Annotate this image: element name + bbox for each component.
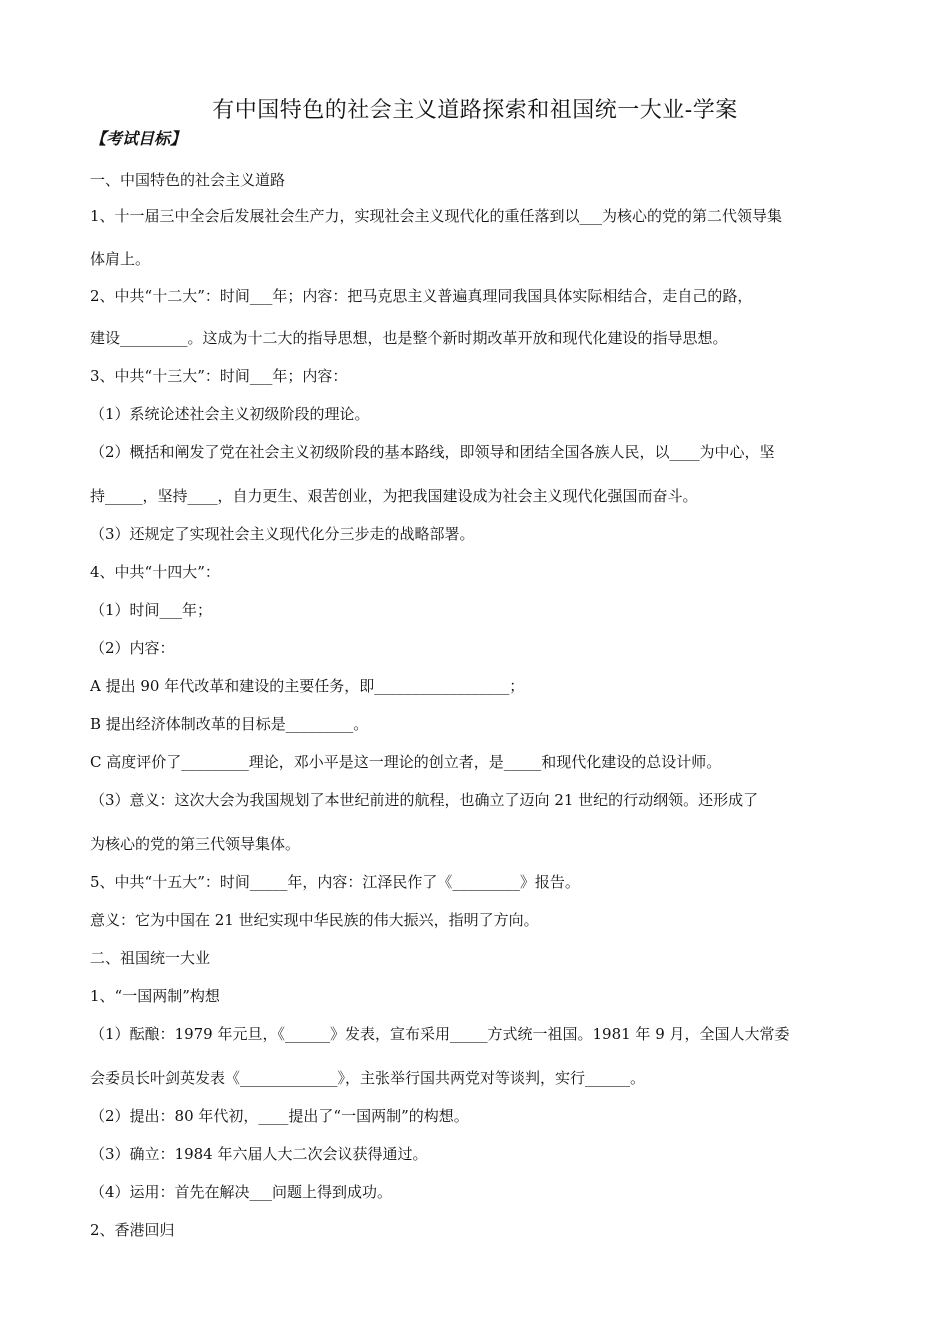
text-line: 体肩上。	[90, 250, 151, 268]
text-line: （4）运用：首先在解决___问题上得到成功。	[90, 1183, 393, 1201]
text-line: 1、“一国两制”构想	[90, 987, 220, 1005]
text-line: 2、中共“十二大”：时间___年；内容：把马克思主义普遍真理同我国具体实际相结合，走自己的路，	[90, 287, 753, 305]
text-line: （2）概括和阐发了党在社会主义初级阶段的基本路线，即领导和团结全国各族人民，以____为中心，坚	[90, 443, 775, 461]
text-line: （1）系统论述社会主义初级阶段的理论。	[90, 405, 370, 423]
text-line: 5、中共“十五大”：时间_____年，内容：江泽民作了《_________》报告。	[90, 873, 580, 891]
text-line: 建设_________。这成为十二大的指导思想，也是整个新时期改革开放和现代化建设的指导思想。	[90, 329, 728, 347]
text-line: （2）内容：	[90, 639, 175, 657]
page-title: 有中国特色的社会主义道路探索和祖国统一大业-学案	[212, 98, 738, 123]
text-line: 2、香港回归	[90, 1221, 175, 1239]
text-line: （1）酝酿：1979 年元旦，《______》发表，宣布采用_____方式统一祖国。1981 年 9 月，全国人大常委	[90, 1025, 790, 1043]
text-line: 3、中共“十三大”：时间___年；内容：	[90, 367, 348, 385]
text-line: （3）意义：这次大会为我国规划了本世纪前进的航程，也确立了迈向 21 世纪的行动纲领。还形成了	[90, 791, 759, 809]
text-line: 持_____，坚持____，自力更生、艰苦创业，为把我国建设成为社会主义现代化强国而奋斗。	[90, 487, 698, 505]
text-line: A 提出 90 年代改革和建设的主要任务，即__________________；	[90, 677, 525, 695]
section-heading-exam-goals: 【考试目标】	[90, 129, 187, 148]
text-line: 意义：它为中国在 21 世纪实现中华民族的伟大振兴，指明了方向。	[90, 911, 539, 929]
text-line: C 高度评价了_________理论，邓小平是这一理论的创立者，是_____和现代化建设的总设计师。	[90, 753, 722, 771]
text-line: 4、中共“十四大”：	[90, 563, 220, 581]
text-line: 二、祖国统一大业	[90, 949, 211, 967]
text-line: 为核心的党的第三代领导集体。	[90, 835, 301, 853]
text-line: （3）确立：1984 年六届人大二次会议获得通过。	[90, 1145, 428, 1163]
text-line: B 提出经济体制改革的目标是_________。	[90, 715, 369, 733]
text-line: 1、十一届三中全会后发展社会生产力，实现社会主义现代化的重任落到以___为核心的党的第二代领导集	[90, 207, 783, 225]
text-line: （3）还规定了实现社会主义现代化分三步走的战略部署。	[90, 525, 475, 543]
text-line: （2）提出：80 年代初，____提出了“一国两制”的构想。	[90, 1107, 469, 1125]
text-line: （1）时间___年；	[90, 601, 213, 619]
text-line: 会委员长叶剑英发表《_____________》，主张举行国共两党对等谈判，实行______。	[90, 1069, 646, 1087]
text-line: 一、中国特色的社会主义道路	[90, 171, 286, 189]
